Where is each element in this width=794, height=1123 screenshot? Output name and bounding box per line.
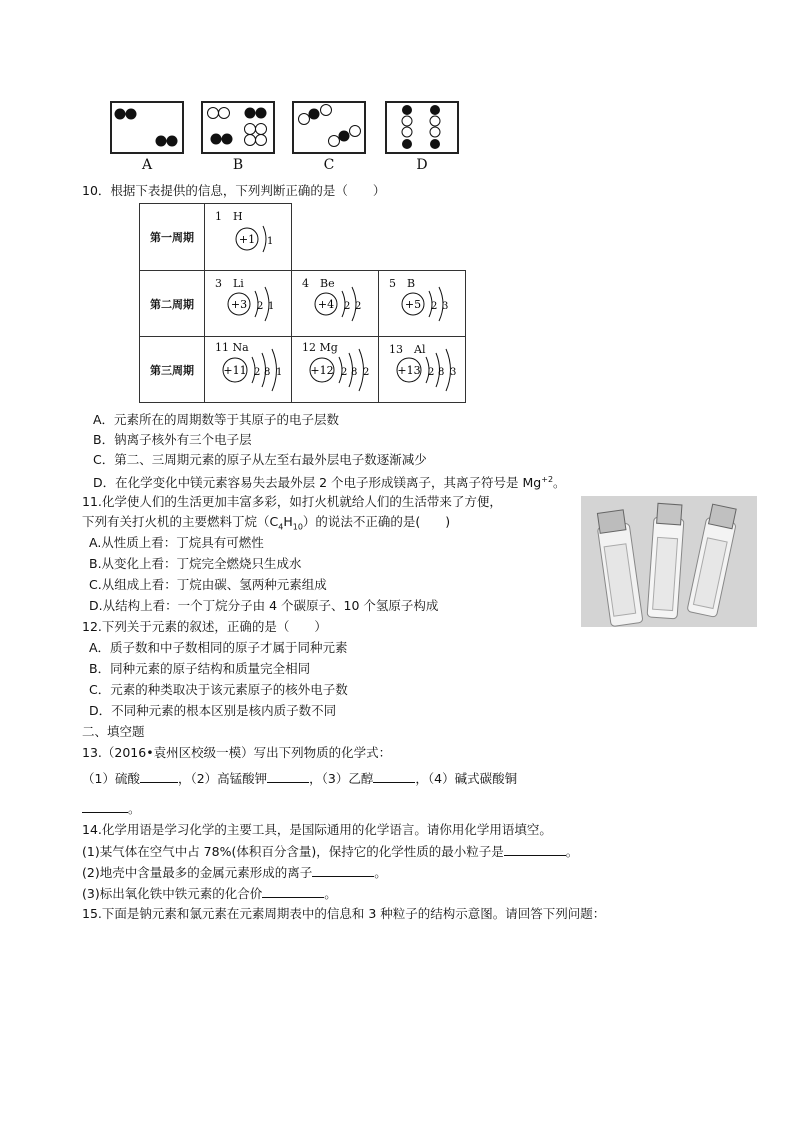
diagram-label-a: A: [141, 157, 153, 173]
q14-blank-1[interactable]: [504, 843, 566, 856]
q10-option-a: A．元素所在的周期数等于其原子的电子层数: [93, 412, 340, 427]
element-cell-h: [205, 204, 292, 271]
section-title: 二、填空题: [82, 724, 145, 739]
q14-blank-2[interactable]: [312, 864, 374, 877]
element-label-b: 5 B: [389, 277, 416, 290]
q12-option-b: B．同种元素的原子结构和质量完全相同: [89, 661, 311, 676]
q11-option-c: C.从组成上看：丁烷由碳、氢两种元素组成: [89, 577, 327, 592]
q14-s3-text: (3)标出氧化铁中铁元素的化合价: [82, 886, 263, 901]
q10-option-d-end: 。: [553, 475, 566, 491]
q14-s3: [82, 885, 337, 902]
q13-part4: ，（4）碱式碳酸铜: [415, 771, 518, 786]
q14-s1-end: 。: [565, 844, 579, 859]
q11-line2-end: ）的说法不正确的是( ): [302, 514, 451, 529]
shell-b-1: 2: [431, 301, 438, 312]
q10-option-b: B．钠离子核外有三个电子层: [93, 432, 252, 447]
atom-structure-al: [379, 337, 465, 403]
element-label-al: 13 Al: [389, 343, 426, 356]
q13-line2: [82, 800, 141, 817]
q14-s1-text: (1)某气体在空气中占 78%(体积百分含量)，保持它的化学性质的最小粒子是: [82, 844, 504, 859]
atom-structure-li: [205, 271, 291, 337]
q10-option-c: C．第二、三周期元素的原子从左至右最外层电子数逐渐减少: [93, 452, 427, 467]
shell-be-2: 2: [355, 301, 362, 312]
q10-option-d-text: D．在化学变化中镁元素容易失去最外层 2 个电子形成镁离子，其离子符号是 Mg: [93, 475, 542, 491]
q13-blank-1[interactable]: [140, 770, 178, 783]
diagram-box-d: [385, 101, 459, 154]
shell-na-3: 1: [276, 367, 283, 378]
period-label-1: 第一周期: [140, 204, 205, 271]
element-label-h: 1 H: [215, 210, 243, 223]
atom-structure-mg: [292, 337, 378, 403]
element-label-be: 4 Be: [302, 277, 335, 290]
particle-diagram-b: [203, 103, 273, 152]
q13-blank-2[interactable]: [267, 770, 309, 783]
periodic-table: [139, 203, 466, 403]
nucleus-al: +13: [397, 364, 421, 377]
q10-option-d: [93, 472, 566, 491]
shell-na-1: 2: [254, 367, 261, 378]
q14-s2-end: 。: [374, 865, 387, 880]
shell-al-2: 8: [438, 367, 445, 378]
diagram-label-b: B: [232, 157, 244, 173]
shell-mg-3: 2: [363, 367, 370, 378]
q11-sub-c: 4: [278, 522, 284, 532]
period-label-3: 第三周期: [140, 337, 205, 403]
diagram-box-b: [201, 101, 275, 154]
element-cell-b: [379, 271, 466, 337]
shell-na-2: 8: [264, 367, 271, 378]
shell-b-2: 3: [442, 301, 449, 312]
element-cell-be: [292, 271, 379, 337]
diagram-label-c: C: [323, 157, 335, 173]
q11-option-a: A.从性质上看：丁烷具有可燃性: [89, 535, 264, 550]
q13-blank-3[interactable]: [373, 770, 415, 783]
atom-structure-b: [379, 271, 465, 337]
atom-structure-na: [205, 337, 291, 403]
q10-option-d-charge: +2: [541, 475, 554, 484]
nucleus-li: +3: [230, 298, 248, 311]
q11-line2-start: 下列有关打火机的主要燃料丁烷（C: [82, 514, 279, 529]
shell-li-2: 1: [268, 301, 275, 312]
q13-stem: 13.（2016•袁州区校级一模）写出下列物质的化学式：: [82, 745, 392, 760]
element-cell-mg: [292, 337, 379, 403]
particle-diagram-c: [294, 103, 364, 152]
element-cell-na: [205, 337, 292, 403]
shell-be-1: 2: [344, 301, 351, 312]
q13-part3: ，（3）乙醇: [309, 771, 374, 786]
period-label-2: 第二周期: [140, 271, 205, 337]
q11-h: H: [283, 514, 293, 529]
q12-option-c: C．元素的种类取决于该元素原子的核外电子数: [89, 682, 348, 697]
element-cell-al: [379, 337, 466, 403]
particle-diagram-d: [387, 103, 457, 152]
q12-option-d: D．不同种元素的根本区别是核内质子数不同: [89, 703, 337, 718]
q11-option-d: D.从结构上看：一个丁烷分子由 4 个碳原子、10 个氢原子构成: [89, 598, 439, 613]
element-cell-li: [205, 271, 292, 337]
shell-mg-1: 2: [341, 367, 348, 378]
shell-al-3: 3: [450, 367, 457, 378]
q12-option-a: A．质子数和中子数相同的原子才属于同种元素: [89, 640, 348, 655]
q11-line2: [82, 514, 450, 536]
nucleus-b: +5: [404, 298, 422, 311]
element-label-mg: 12 Mg: [302, 341, 338, 354]
atom-structure-be: [292, 271, 378, 337]
atom-structure-h: [205, 204, 291, 270]
q13-blank-4[interactable]: [82, 800, 128, 813]
element-label-li: 3 Li: [215, 277, 244, 290]
diagram-box-a: [110, 101, 184, 154]
q13-part2: ，（2）高锰酸钾: [177, 771, 268, 786]
q11-sub-h: 10: [292, 522, 303, 532]
q10-stem: 10．根据下表提供的信息，下列判断正确的是（ ）: [82, 183, 386, 198]
diagram-label-d: D: [416, 157, 428, 173]
nucleus-h: +1: [238, 233, 256, 246]
q14-s2-text: (2)地壳中含量最多的金属元素形成的离子: [82, 865, 313, 880]
lighter-image: [581, 496, 757, 627]
q14-s2: [82, 864, 387, 881]
lighters-photo: [581, 496, 757, 627]
particle-diagram-a: [112, 103, 182, 152]
q13-part1: （1）硫酸: [82, 771, 140, 786]
q14-blank-3[interactable]: [262, 885, 324, 898]
q13-end: 。: [128, 801, 141, 816]
shell-h-1: 1: [267, 236, 274, 247]
q11-line1: 11.化学使人们的生活更加丰富多彩，如打火机就给人们的生活带来了方便，: [82, 494, 502, 509]
shell-mg-2: 8: [351, 367, 358, 378]
shell-al-1: 2: [428, 367, 435, 378]
q12-stem: 12.下列关于元素的叙述，正确的是（ ）: [82, 619, 327, 634]
q14-stem: 14.化学用语是学习化学的主要工具，是国际通用的化学语言。请你用化学用语填空。: [82, 822, 552, 837]
element-label-na: 11 Na: [215, 341, 249, 354]
nucleus-mg: +12: [310, 364, 334, 377]
q15-stem: 15.下面是钠元素和氯元素在元素周期表中的信息和 3 种粒子的结构示意图。请回答下列问题：: [82, 906, 606, 921]
q11-option-b: B.从变化上看：丁烷完全燃烧只生成水: [89, 556, 302, 571]
q14-s3-end: 。: [324, 886, 337, 901]
shell-li-1: 2: [257, 301, 264, 312]
nucleus-na: +11: [223, 364, 247, 377]
diagram-box-c: [292, 101, 366, 154]
q14-s1: [82, 843, 578, 860]
nucleus-be: +4: [317, 298, 335, 311]
q13-blanks: [82, 770, 517, 787]
